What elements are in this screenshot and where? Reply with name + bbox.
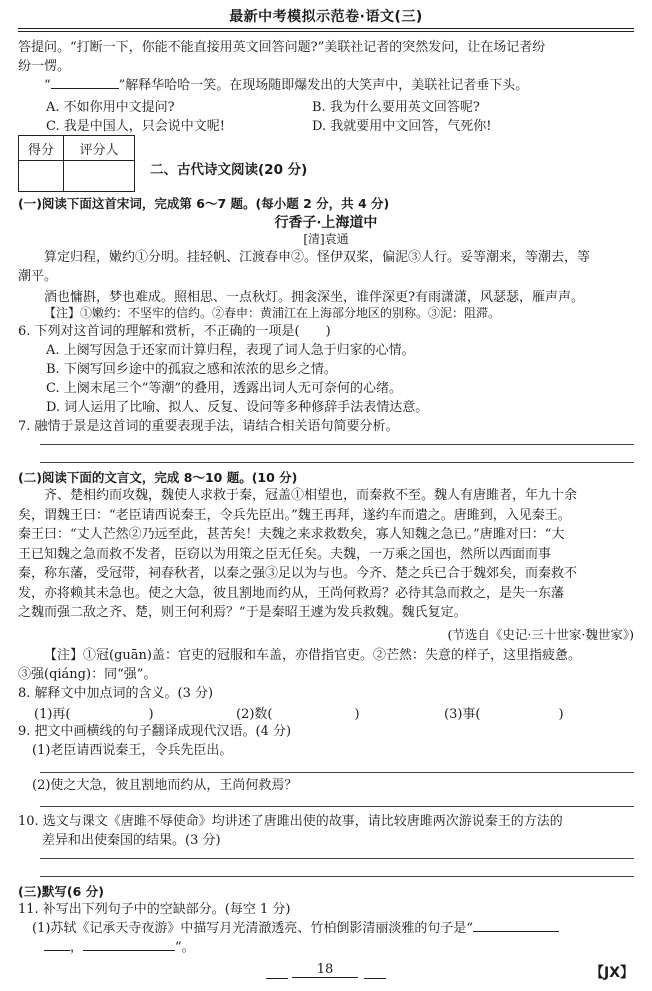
q8-item-label: (1)再( — [34, 707, 71, 722]
header-rule-thin — [18, 31, 634, 32]
prose-line: 发，亦将赖其未急也。使之大急，彼且割地而约从，王尚何救焉？必待其急而救之，是失一东藩 — [18, 585, 565, 601]
prose-line: 王已知魏之急而救不发者，臣窃以为用策之臣无任矣。夫魏，一万乘之国也，然所以西面而事 — [18, 546, 552, 562]
footer-rule — [266, 978, 288, 979]
page-header — [18, 6, 634, 28]
prose-notes — [18, 646, 634, 684]
question-11 — [18, 900, 634, 957]
punctuation: ， — [70, 940, 84, 955]
q8-item-label: (2)数( — [236, 707, 273, 722]
punctuation: ”。 — [175, 940, 195, 955]
question-9 — [18, 722, 634, 760]
bracket-close: ) — [148, 707, 154, 722]
prose-body — [18, 486, 634, 623]
poem-line: 酒也慵斟，梦也难成。照相思、一点秋灯。拥衾深坐，谁伴深更?有雨潇潇，风瑟瑟，雁声声。 — [44, 290, 584, 305]
q6-stem: 6. 下列对这首词的理解和赏析，不正确的一项是( ) — [18, 324, 331, 339]
option-c: C. 我是中国人，只会说中文呢! — [46, 119, 225, 134]
page-footer — [0, 962, 652, 984]
q8-stem: 8. 解释文中加点词的含义。(3 分) — [18, 686, 214, 701]
section-title: 二、古代诗文阅读(20 分) — [150, 162, 308, 178]
q9-sentence-1: (1)老臣请西说秦王，令兵先臣出。 — [32, 743, 233, 758]
option-a: A. 不如你用中文提问? — [46, 100, 175, 115]
intro-passage — [18, 38, 634, 95]
prose-instruction: (二)阅读下面的文言文，完成 8～10 题。(10 分) — [18, 470, 298, 485]
bracket-close: ) — [354, 707, 360, 722]
intro-line — [18, 76, 634, 95]
question-6 — [18, 322, 634, 436]
q8-item-3 — [444, 703, 564, 722]
prose-note: 【注】①冠(guān)盖：官吏的冠服和车盖，亦借指官吏。②芒然：失意的样子，这里指疲惫。 — [44, 648, 581, 663]
q8-item-label: (3)事( — [444, 707, 481, 722]
option-d: D. 我就要用中文回答，气死你! — [312, 119, 492, 134]
grader-cell[interactable] — [64, 161, 135, 192]
header-rule — [18, 28, 634, 29]
prose-line: 秦王曰：“丈人芒然②乃远至此，甚苦矣！夫魏之来求救数矣，寡人知魏之急已。”唐雎对曰：“大 — [18, 527, 565, 542]
poem-author: [清]袁通 — [303, 232, 349, 246]
question-8 — [18, 684, 634, 703]
answer-blank[interactable] — [83, 950, 175, 951]
option-b: B. 我为什么要用英文回答呢? — [312, 100, 480, 115]
q7-stem: 7. 融情于景是这首词的重要表现手法，请结合相关语句简要分析。 — [18, 419, 399, 434]
q11-text: (1)苏轼《记承天寺夜游》中描写月光清澈透亮、竹柏倒影清丽淡雅的句子是“ — [32, 921, 474, 936]
poem-note: 【注】①嫩约：不坚牢的信约。②春申：黄浦江在上海部分地区的别称。③泥：阻滞。 — [44, 306, 501, 320]
answer-line[interactable] — [40, 876, 634, 877]
q8-item-1 — [34, 703, 154, 722]
answer-line[interactable] — [40, 858, 634, 859]
page-number: 18 — [292, 962, 358, 978]
edition-tag: 【JX】 — [589, 965, 634, 981]
question-10 — [18, 812, 634, 850]
q10-line: 差异和出使秦国的结果。(3 分) — [42, 833, 221, 848]
intro-line: 纷一愣。 — [18, 59, 71, 74]
prose-note: ③强(qiáng)：同“强”。 — [18, 667, 157, 682]
q6-option-c: C. 上阕末尾三个“等潮”的叠用，透露出词人无可奈何的心绪。 — [46, 381, 403, 396]
prose-line: 之魏而强二敌之齐、楚，则王何利焉？”于是秦昭王遽为发兵救魏。魏氏复定。 — [18, 605, 467, 620]
poem-body — [18, 248, 634, 307]
q11-line-2 — [18, 938, 634, 957]
score-cell[interactable] — [19, 161, 64, 192]
prose-line: 矣，谓魏王曰：“老臣请西说秦王，令兵先臣出。”魏王再拜，遂约车而遣之。唐雎到，入见秦王。 — [18, 507, 571, 523]
q11-stem: 11. 补写出下列句子中的空缺部分。(每空 1 分) — [18, 902, 291, 917]
q10-line: 10. 选文与课文《唐雎不辱使命》均讲述了唐雎出使的故事，请比较唐雎两次游说秦王的方法的 — [18, 814, 563, 829]
poem-line: 潮平。 — [18, 269, 58, 284]
intro-line: 答提问。“打断一下，你能不能直接用英文回答问题?”美联社记者的突然发问，让在场记者纷 — [18, 40, 546, 55]
grader-label: 评分人 — [64, 136, 135, 161]
answer-blank[interactable] — [51, 88, 119, 89]
q11-line-1 — [18, 919, 634, 938]
prose-source: (节选自《史记·三十世家·魏世家》) — [447, 627, 634, 642]
bracket-close: ) — [558, 707, 564, 722]
prose-line: 秦，称东藩，受冠带，祠春秋者，以秦之强③足以为与也。今齐、楚之兵已合于魏郊矣，而秦救不 — [18, 566, 578, 581]
poem-instruction: (一)阅读下面这首宋词，完成第 6～7 题。(每小题 2 分，共 4 分) — [18, 196, 390, 211]
quote-open: “ — [44, 78, 51, 93]
answer-line[interactable] — [40, 444, 634, 445]
answer-line[interactable] — [40, 462, 634, 463]
score-table — [18, 135, 135, 192]
footer-rule — [364, 978, 386, 979]
q6-option-b: B. 下阕写回乡途中的孤寂之感和浓浓的思乡之情。 — [46, 362, 337, 377]
q9-part-2 — [18, 776, 634, 795]
poem-title: 行香子·上海道中 — [274, 215, 378, 231]
q8-item-2 — [236, 703, 360, 722]
header-title: 最新中考模拟示范卷·语文(三) — [229, 9, 423, 25]
answer-blank[interactable] — [44, 950, 70, 951]
q9-stem: 9. 把文中画横线的句子翻译成现代汉语。(4 分) — [18, 724, 292, 739]
section-title: (三)默写(6 分) — [18, 884, 104, 899]
q6-option-a: A. 上阕写因急于还家而计算归程，表现了词人急于归家的心情。 — [46, 343, 415, 358]
score-label: 得分 — [19, 136, 64, 161]
poem-line: 算定归程，嫩约①分明。挂轻帆、江渡春申②。怪伊双桨，偏泥③人行。妥等潮来，等潮去，等 — [44, 250, 591, 265]
answer-line[interactable] — [40, 772, 634, 773]
answer-blank[interactable] — [473, 931, 559, 932]
q6-option-d: D. 词人运用了比喻、拟人、反复、设问等多种修辞手法表情达意。 — [46, 400, 429, 415]
answer-line[interactable] — [40, 806, 634, 807]
q9-sentence-2: (2)使之大急，彼且割地而约从，王尚何救焉？ — [32, 778, 298, 793]
prose-line: 齐、楚相约而攻魏，魏使人求救于秦，冠盖①相望也，而秦救不至。魏人有唐雎者，年九十余 — [44, 488, 578, 503]
intro-text: ”解释华哈哈一笑。在现场随即爆发出的大笑声中，美联社记者垂下头。 — [118, 78, 529, 93]
